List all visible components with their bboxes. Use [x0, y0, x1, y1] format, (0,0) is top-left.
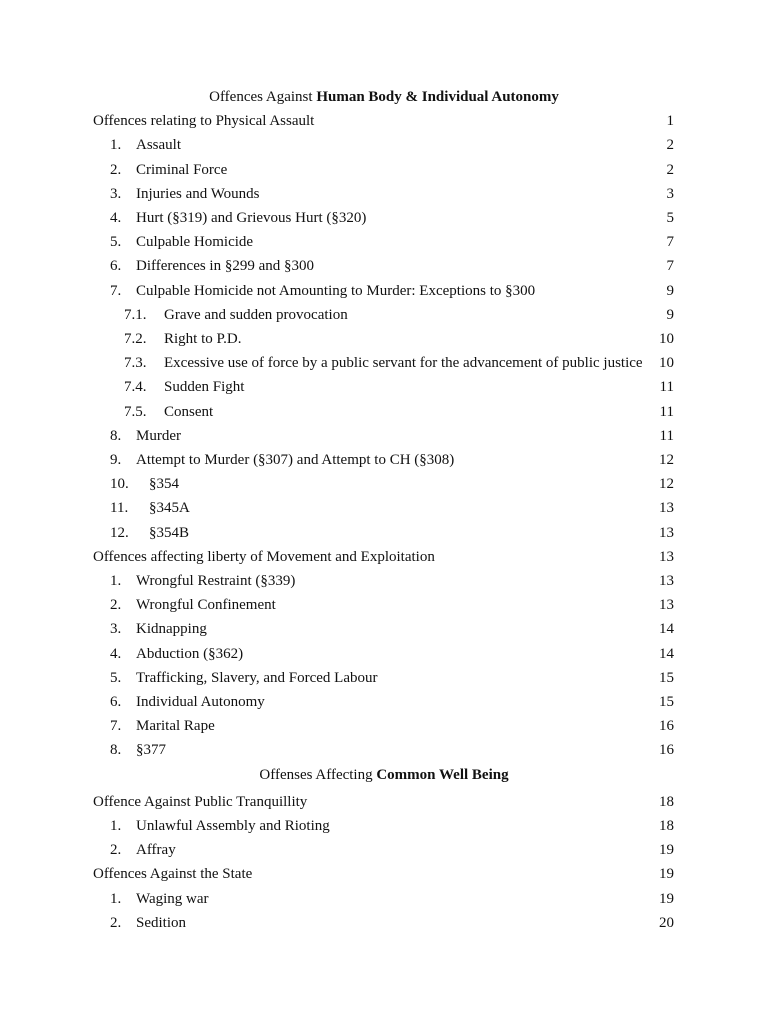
toc-entry-number: 6. — [110, 258, 122, 275]
toc-entry-title: Hurt (§319) and Grievous Hurt (§320) — [136, 210, 367, 226]
toc-page-number: 11 — [659, 427, 674, 444]
toc-subentry-number: 7.5. — [124, 403, 147, 420]
section-heading — [0, 86, 768, 108]
toc-entry-number: 2. — [110, 914, 122, 931]
toc-entry-number: 6. — [110, 694, 122, 710]
toc-entry-title: §377 — [136, 742, 166, 759]
toc-subentry-title: Excessive use of force by a public servant for the advancement of public justice — [164, 355, 643, 372]
toc-entry-title: Individual Autonomy — [136, 694, 265, 710]
toc-subentry-title: Right to P.D. — [164, 331, 242, 347]
toc-page-number: 15 — [659, 694, 674, 710]
toc-subentry-number: 7.4. — [124, 379, 147, 396]
toc-entry-title: Waging war — [136, 890, 209, 907]
toc-subentry[interactable] — [0, 352, 768, 374]
toc-page-number: 15 — [659, 669, 674, 686]
toc-group-entry[interactable] — [0, 110, 768, 132]
toc-entry-title: Marital Rape — [136, 718, 215, 735]
toc-entry-title: Wrongful Restraint (§339) — [136, 573, 296, 589]
toc-entry-number: 5. — [110, 234, 122, 251]
toc-entry[interactable] — [0, 815, 768, 837]
toc-entry[interactable] — [0, 739, 768, 761]
toc-entry-title: §354 — [149, 476, 179, 493]
toc-subentry-number: 7.1. — [124, 306, 147, 323]
toc-entry-number: 2. — [110, 597, 122, 614]
toc-page-number: 2 — [666, 161, 674, 178]
toc-page-number: 18 — [659, 818, 674, 834]
toc-page-number: 14 — [659, 621, 674, 638]
toc-entry-number: 4. — [110, 645, 122, 662]
toc-entry-title: Culpable Homicide — [136, 234, 254, 251]
toc-entry[interactable] — [0, 888, 768, 910]
toc-entry-title: Trafficking, Slavery, and Forced Labour — [136, 669, 378, 686]
toc-entry[interactable] — [0, 691, 768, 713]
toc-page-number: 16 — [659, 742, 674, 759]
toc-entry-title: Unlawful Assembly and Rioting — [136, 818, 330, 834]
toc-page-number: 18 — [659, 793, 674, 810]
toc-page-number: 16 — [659, 718, 674, 735]
toc-entry[interactable] — [0, 912, 768, 934]
toc-page-number: 13 — [659, 573, 674, 589]
toc-entry[interactable] — [0, 570, 768, 592]
toc-entry-number: 1. — [110, 818, 122, 834]
section-heading-bold: Common Well Being — [376, 766, 509, 783]
toc-subentry-title: Sudden Fight — [164, 379, 245, 396]
toc-page-number: 3 — [666, 185, 674, 202]
toc-entry-title: §345A — [149, 500, 190, 517]
toc-entry-number: 3. — [110, 621, 122, 638]
toc-page-number: 1 — [666, 113, 674, 130]
toc-entry[interactable] — [0, 134, 768, 156]
toc-page-number: 19 — [659, 866, 674, 883]
toc-group-entry[interactable] — [0, 863, 768, 885]
toc-group-title: Offence Against Public Tranquillity — [93, 793, 308, 810]
toc-page-number: 12 — [659, 476, 674, 493]
toc-entry[interactable] — [0, 183, 768, 205]
toc-entry-title: Assault — [136, 137, 181, 154]
toc-entry[interactable] — [0, 497, 768, 519]
section-heading — [0, 764, 768, 786]
toc-entry-number: 4. — [110, 210, 122, 226]
toc-page-number: 9 — [666, 282, 674, 299]
toc-entry[interactable] — [0, 280, 768, 302]
toc-page-number: 14 — [659, 645, 674, 662]
toc-group-title: Offences Against the State — [93, 866, 253, 883]
toc-entry-title: Culpable Homicide not Amounting to Murder: Exceptions to §300 — [136, 282, 536, 299]
toc-page-number: 12 — [659, 452, 674, 468]
toc-page-number: 13 — [659, 524, 674, 541]
section-heading-bold: Human Body & Individual Autonomy — [316, 89, 559, 105]
toc-group-entry[interactable] — [0, 546, 768, 568]
toc-entry[interactable] — [0, 449, 768, 471]
toc-entry-title: Kidnapping — [136, 621, 207, 638]
toc-entry-number: 1. — [110, 890, 122, 907]
toc-subentry-number: 7.2. — [124, 331, 147, 347]
toc-page-number: 19 — [659, 890, 674, 907]
toc-entry-number: 1. — [110, 573, 122, 589]
toc-entry[interactable] — [0, 425, 768, 447]
toc-entry-number: 8. — [110, 427, 122, 444]
toc-entry-title: Attempt to Murder (§307) and Attempt to CH (§308) — [136, 452, 455, 468]
toc-entry[interactable] — [0, 594, 768, 616]
toc-entry[interactable] — [0, 473, 768, 495]
toc-subentry[interactable] — [0, 376, 768, 398]
toc-entry[interactable] — [0, 255, 768, 277]
toc-page-number: 13 — [659, 597, 674, 614]
toc-entry-number: 2. — [110, 842, 122, 859]
toc-page-number: 13 — [659, 548, 674, 565]
toc-page-number: 13 — [659, 500, 674, 517]
toc-entry[interactable] — [0, 231, 768, 253]
toc-entry-title: Sedition — [136, 914, 187, 931]
toc-entry-title: Abduction (§362) — [136, 645, 244, 662]
toc-page-number: 5 — [666, 210, 674, 226]
toc-entry[interactable] — [0, 667, 768, 689]
toc-entry-title: Criminal Force — [136, 161, 228, 178]
toc-entry-number: 1. — [110, 137, 122, 154]
toc-entry[interactable] — [0, 207, 768, 229]
toc-group-title: Offences affecting liberty of Movement and Exploitation — [93, 548, 435, 565]
toc-page-number: 9 — [666, 306, 674, 323]
toc-entry[interactable] — [0, 618, 768, 640]
toc-subentry-title: Consent — [164, 403, 214, 420]
toc-entry-number: 7. — [110, 718, 122, 735]
toc-page-number: 7 — [666, 258, 674, 275]
toc-group-title: Offences relating to Physical Assault — [93, 113, 315, 130]
toc-entry-title: §354B — [149, 524, 190, 541]
toc-entry[interactable] — [0, 643, 768, 665]
toc-entry-number: 12. — [110, 524, 129, 541]
toc-entry-number: 9. — [110, 452, 122, 468]
toc-entry-number: 11. — [110, 500, 129, 517]
toc-entry-number: 7. — [110, 282, 122, 299]
toc-entry-title: Injuries and Wounds — [136, 185, 260, 202]
toc-entry[interactable] — [0, 839, 768, 861]
toc-group-entry[interactable] — [0, 791, 768, 813]
toc-subentry[interactable] — [0, 304, 768, 326]
toc-subentry[interactable] — [0, 328, 768, 350]
toc-page-number: 10 — [659, 331, 674, 347]
toc-entry-number: 8. — [110, 742, 122, 759]
toc-subentry-number: 7.3. — [124, 355, 147, 372]
toc-entry[interactable] — [0, 522, 768, 544]
toc-entry-number: 2. — [110, 161, 122, 178]
toc-entry[interactable] — [0, 159, 768, 181]
toc-entry-title: Affray — [136, 842, 176, 859]
toc-page-number: 2 — [666, 137, 674, 154]
toc-entry-number: 3. — [110, 185, 122, 202]
toc-page-number: 19 — [659, 842, 674, 859]
section-heading-text: Offenses Affecting — [259, 766, 377, 783]
toc-entry-title: Differences in §299 and §300 — [136, 258, 315, 275]
toc-page-number: 11 — [659, 379, 674, 396]
toc-page-number: 20 — [659, 914, 674, 931]
toc-page-number: 11 — [659, 403, 674, 420]
toc-page-number: 7 — [666, 234, 674, 251]
section-heading-text: Offences Against — [209, 89, 317, 105]
toc-page-number: 10 — [659, 355, 674, 372]
toc-entry-number: 10. — [110, 476, 129, 493]
toc-entry-number: 5. — [110, 669, 122, 686]
toc-entry[interactable] — [0, 715, 768, 737]
toc-entry-title: Wrongful Confinement — [136, 597, 276, 614]
toc-subentry[interactable] — [0, 401, 768, 423]
toc-subentry-title: Grave and sudden provocation — [164, 306, 348, 323]
toc-entry-title: Murder — [136, 427, 181, 444]
